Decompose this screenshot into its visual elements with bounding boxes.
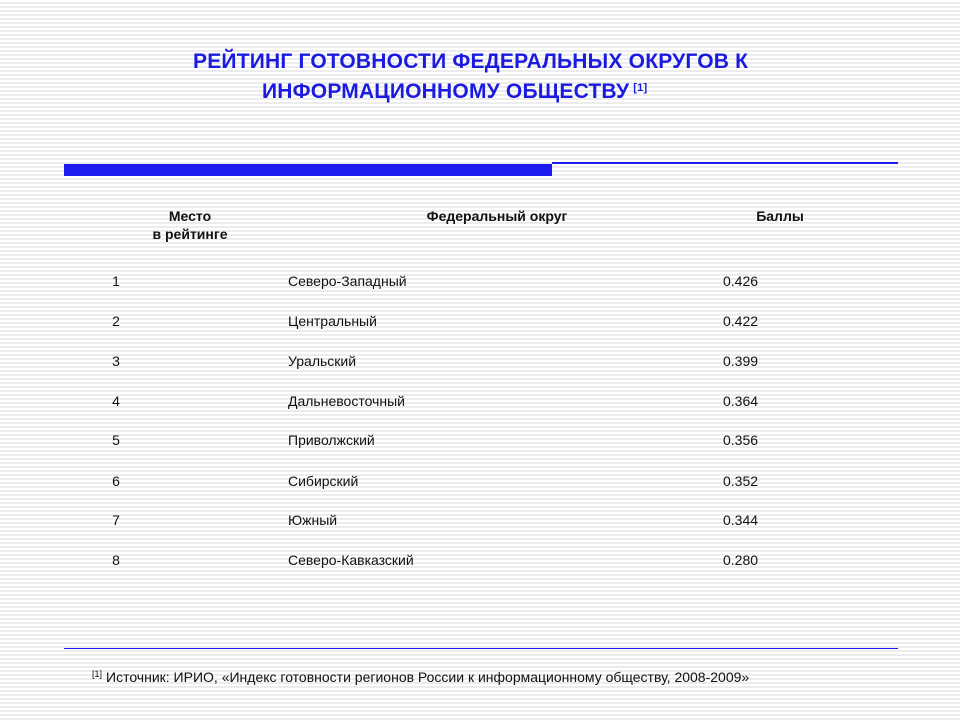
accent-bar-thick: [64, 164, 552, 176]
source-footnote: [92, 669, 749, 685]
score-cell: 0.426: [723, 273, 759, 289]
score-cell: 0.344: [723, 512, 759, 528]
table-row: [0, 552, 960, 572]
district-cell: Сибирский: [288, 473, 359, 489]
rank-cell: 4: [112, 393, 120, 409]
table-row: [0, 313, 960, 333]
table-row: [0, 432, 960, 452]
table-row: [0, 473, 960, 493]
accent-bar-thin: [552, 162, 898, 164]
district-cell: Центральный: [288, 313, 377, 329]
rank-cell: 5: [112, 432, 120, 448]
score-cell: 0.280: [723, 552, 759, 568]
district-cell: Северо-Кавказский: [288, 552, 414, 568]
rank-cell: 7: [112, 512, 120, 528]
title-line-2-text: ИНФОРМАЦИОННОМУ ОБЩЕСТВУ: [262, 80, 630, 103]
title-footnote-ref: [1]: [633, 82, 648, 94]
table-row: [0, 353, 960, 373]
score-cell: 0.364: [723, 393, 759, 409]
score-cell: 0.352: [723, 473, 759, 489]
table-row: [0, 273, 960, 293]
rank-cell: 8: [112, 552, 120, 568]
column-header-score: Баллы: [756, 208, 804, 224]
column-header-place-line-1: Место: [168, 208, 212, 224]
table-row: [0, 393, 960, 413]
district-cell: Южный: [288, 512, 338, 528]
footnote-ref: [1]: [92, 669, 103, 679]
slide-title-line-2: [262, 80, 960, 104]
table-row: [0, 512, 960, 532]
district-cell: Северо-Западный: [288, 273, 407, 289]
score-cell: 0.399: [723, 353, 759, 369]
rank-cell: 6: [112, 473, 120, 489]
column-header-district: Федеральный округ: [426, 208, 568, 224]
district-cell: Приволжский: [288, 432, 375, 448]
score-cell: 0.356: [723, 432, 759, 448]
score-cell: 0.422: [723, 313, 759, 329]
rank-cell: 3: [112, 353, 120, 369]
district-cell: Уральский: [288, 353, 357, 369]
column-header-place-line-2: в рейтинге: [152, 226, 228, 242]
district-cell: Дальневосточный: [288, 393, 405, 409]
rank-cell: 2: [112, 313, 120, 329]
rank-cell: 1: [112, 273, 120, 289]
slide-title-line-1: [193, 50, 960, 74]
footer-divider: [64, 648, 898, 649]
column-header-place: [130, 207, 250, 243]
title-line-1-text: РЕЙТИНГ ГОТОВНОСТИ ФЕДЕРАЛЬНЫХ ОКРУГОВ К: [193, 50, 749, 73]
footnote-text: Источник: ИРИО, «Индекс готовности регионов России к информационному обществу, 2008-2009»: [106, 669, 750, 685]
